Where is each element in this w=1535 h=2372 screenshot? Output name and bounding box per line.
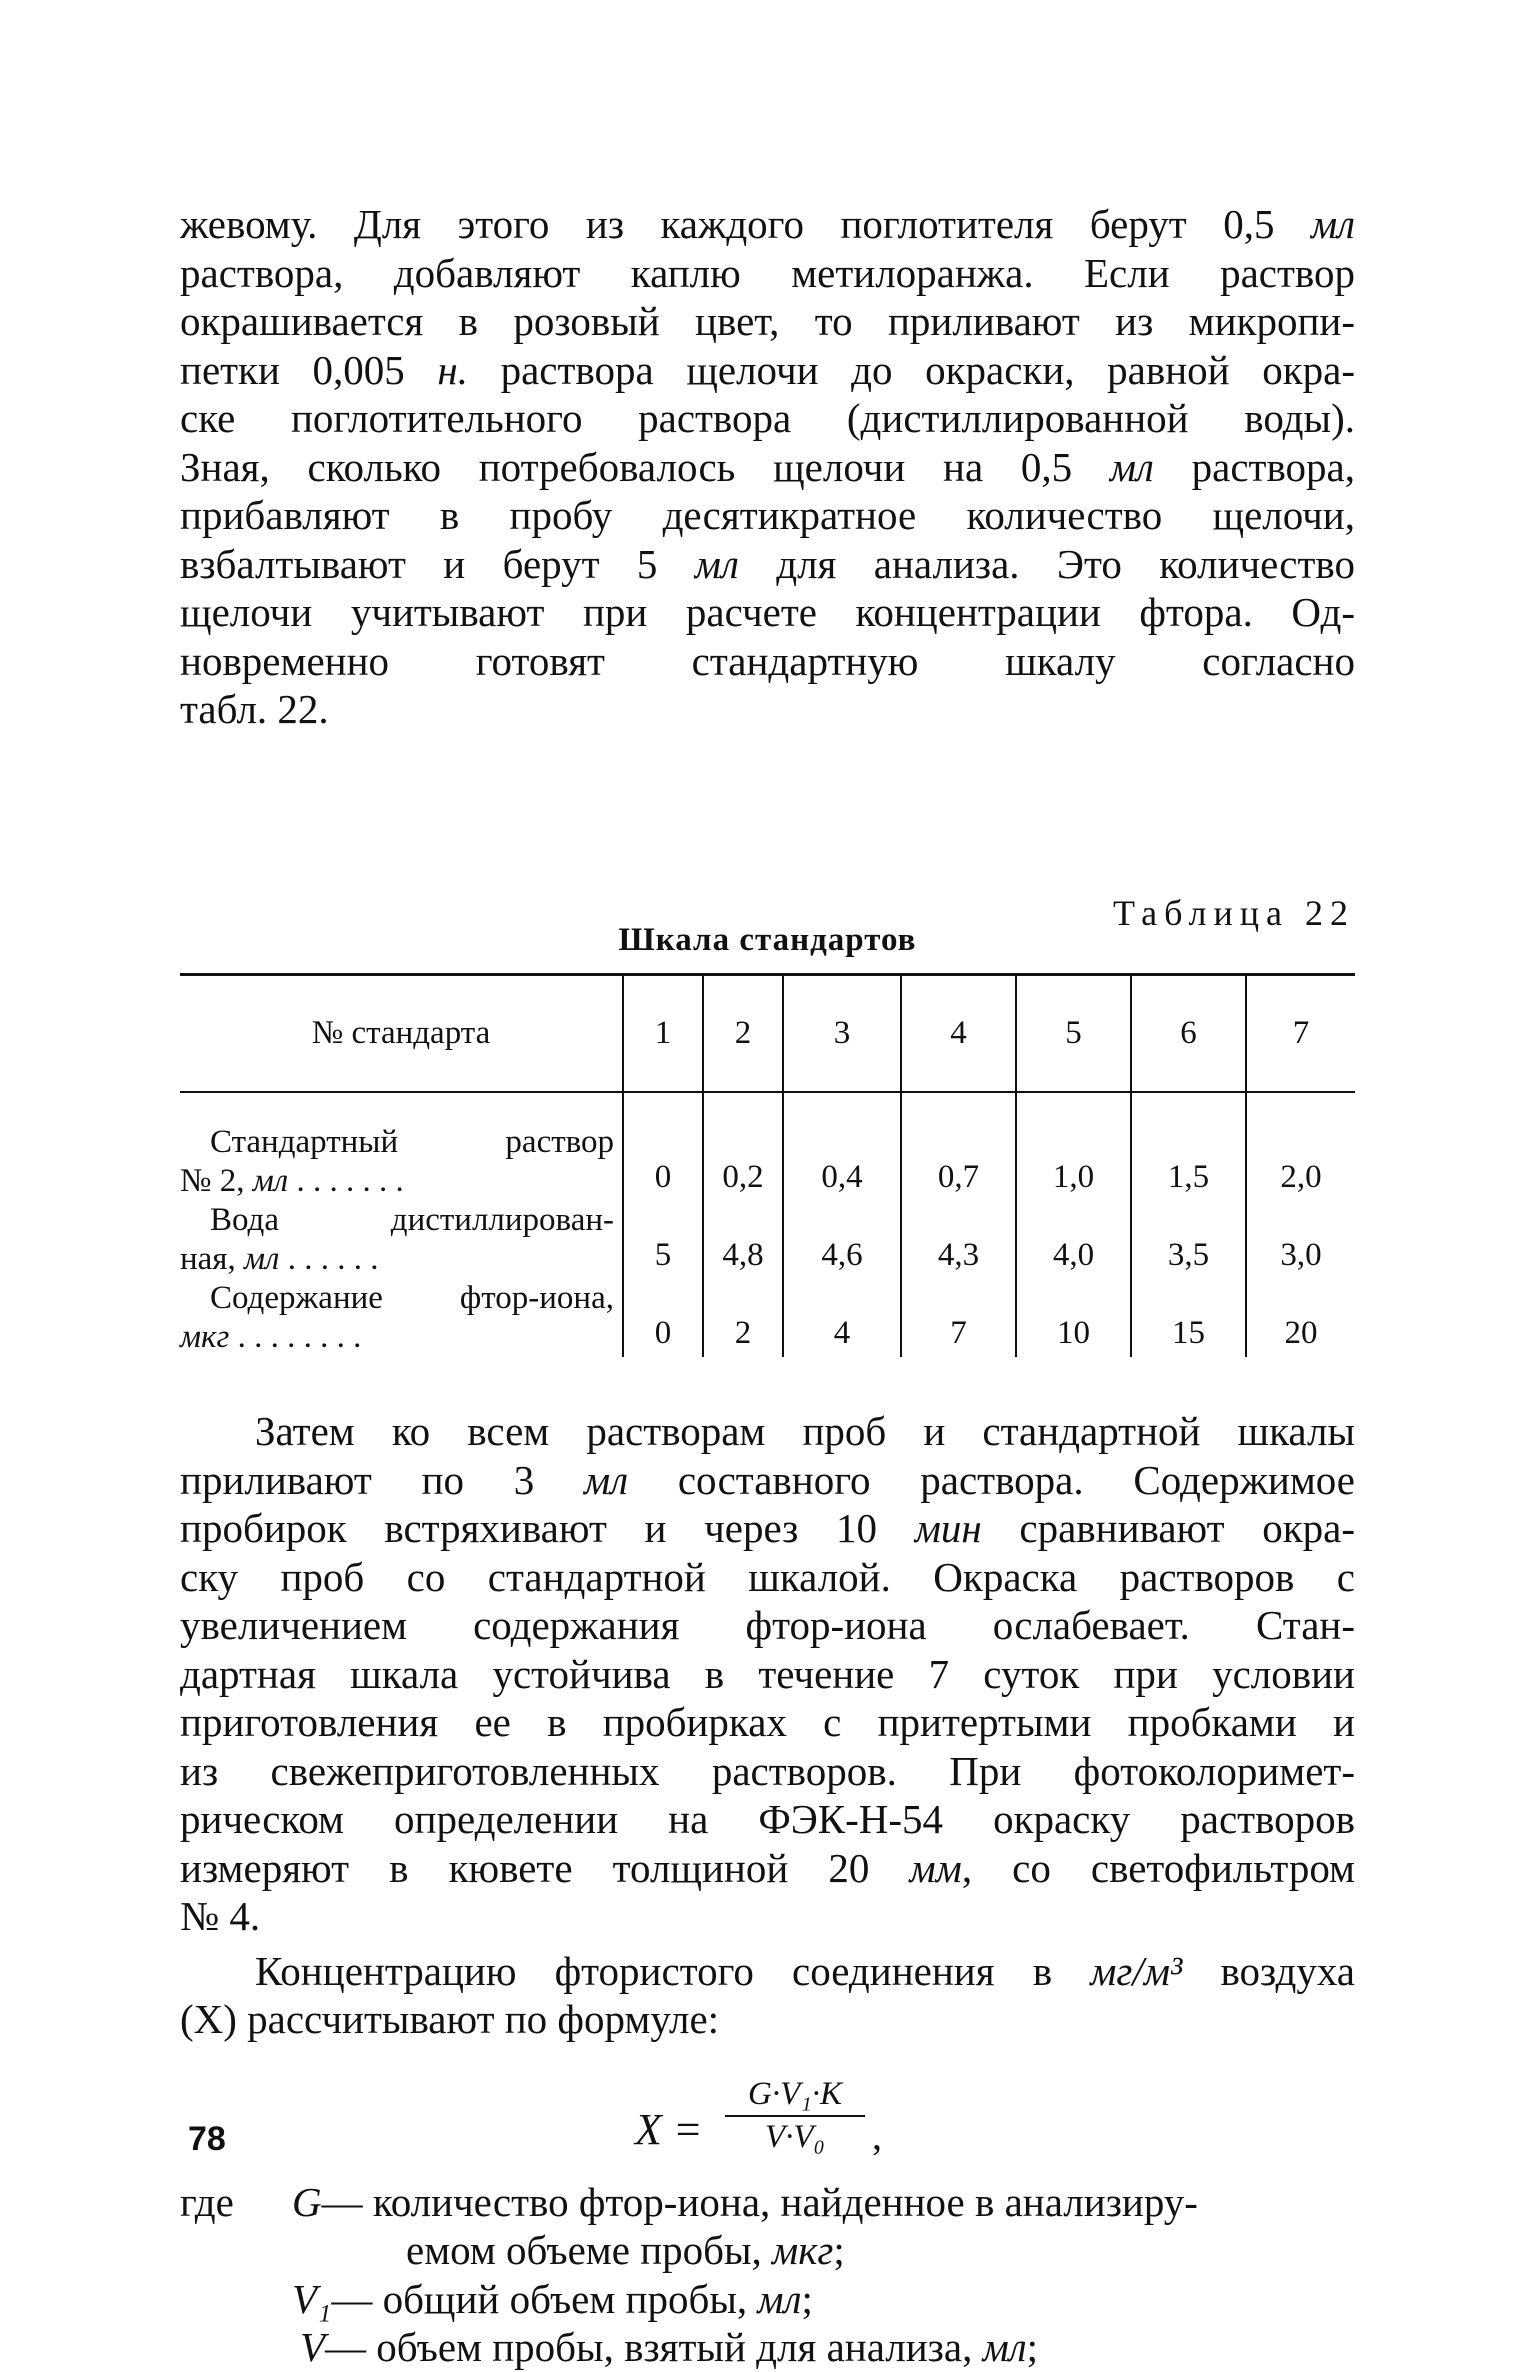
table-cell: 2,0 — [1246, 1123, 1355, 1201]
table-cell: 3,5 — [1131, 1201, 1246, 1279]
definition-symbol: V₁ — [292, 2275, 332, 2322]
text-line: табл. 22. — [180, 686, 329, 732]
table-row — [180, 1123, 1355, 1201]
table-row — [180, 1201, 1355, 1279]
table-cell: 0,7 — [901, 1123, 1016, 1201]
table-cell: 4,0 — [1016, 1201, 1131, 1279]
text-line: Концентрацию фтористого соединения в мг/м³ воздуха — [255, 1947, 1355, 1994]
table-cell: 0 — [623, 1123, 703, 1201]
definitions — [180, 2178, 1355, 2372]
row-label — [180, 1201, 623, 1279]
where-label: где — [180, 2178, 234, 2225]
text-line: Затем ко всем растворам проб и стандартной шкалы — [255, 1408, 1355, 1454]
text-line: измеряют в кювете толщиной 20 мм, со светофильтром — [180, 1844, 1355, 1891]
definition-symbol: G — [292, 2178, 322, 2225]
text-line: окрашивается в розовый цвет, то приливают из микропи- — [180, 298, 1355, 344]
row-label-line: ная, мл . . . . . . — [180, 1240, 379, 1277]
row-label-line: Содержание фтор-иона, — [210, 1279, 614, 1316]
definition-text: — общий объем пробы, мл; — [331, 2275, 813, 2322]
text-line: Зная, сколько потребовалось щелочи на 0,5 мл раствора, — [180, 443, 1356, 490]
table-header-row — [180, 975, 1355, 1092]
table-header-label: № стандарта — [180, 975, 623, 1092]
definition-item — [180, 2178, 1355, 2227]
formula-trail: , — [872, 2112, 882, 2158]
column-header: 5 — [1016, 975, 1131, 1092]
definition-text: емом объеме пробы, мкг; — [406, 2227, 845, 2273]
table-spacer — [180, 1092, 1355, 1123]
column-header: 4 — [901, 975, 1016, 1092]
table-cell: 0 — [623, 1279, 703, 1357]
column-header: 6 — [1131, 975, 1246, 1092]
row-label-line: Стандартный раствор — [210, 1123, 614, 1160]
table-cell: 15 — [1131, 1279, 1246, 1357]
formula-lhs: X = — [635, 2104, 703, 2154]
text-line: прибавляют в пробу десятикратное количество щелочи, — [180, 492, 1355, 538]
table-cell: 4 — [783, 1279, 901, 1357]
paragraph-3 — [180, 1947, 1355, 2044]
standards-table — [180, 973, 1355, 1357]
column-header: 1 — [623, 975, 703, 1092]
table-cell: 1,0 — [1016, 1123, 1131, 1201]
table-cell: 5 — [623, 1201, 703, 1279]
formula — [180, 2072, 1355, 2172]
table-cell: 2 — [703, 1279, 783, 1357]
text-line: дартная шкала устойчива в течение 7 суток при условии — [180, 1650, 1355, 1697]
table-title: Шкала стандартов — [618, 922, 917, 958]
row-label-line: мкг . . . . . . . . — [180, 1318, 362, 1355]
table-cell: 4,8 — [703, 1201, 783, 1279]
text-line: жевому. Для этого из каждого поглотителя берут 0,5 мл — [180, 201, 1355, 247]
row-label-line: № 2, мл . . . . . . . — [180, 1162, 404, 1199]
table-row — [180, 1279, 1355, 1357]
table-cell: 4,3 — [901, 1201, 1016, 1279]
column-header: 7 — [1246, 975, 1355, 1092]
text-line: приливают по 3 мл составного раствора. Содержимое — [180, 1456, 1355, 1503]
table-cell: 0,2 — [703, 1123, 783, 1201]
row-label — [180, 1279, 623, 1357]
column-header: 2 — [703, 975, 783, 1092]
text-line: пробирок встряхивают и через 10 мин сравнивают окра- — [180, 1505, 1355, 1551]
paragraph-1 — [180, 200, 1355, 734]
paragraph-2 — [180, 1407, 1355, 1941]
text-line: петки 0,005 н. раствора щелочи до окраски, равной окра- — [180, 346, 1355, 393]
text-line: ске поглотительного раствора (дистиллированной воды). — [180, 395, 1355, 441]
row-label-line: Вода дистиллирован- — [210, 1201, 614, 1238]
table-cell: 3,0 — [1246, 1201, 1355, 1279]
definition-text: — объем пробы, взятый для анализа, мл; — [325, 2324, 1039, 2370]
text-line: (X) рассчитывают по формуле: — [180, 1996, 720, 2042]
definition-text: — количество фтор-иона, найденное в анализиру- — [321, 2178, 1198, 2225]
text-line: раствора, добавляют каплю метилоранжа. Если раствор — [180, 249, 1355, 296]
text-line: ску проб со стандартной шкалой. Окраска растворов с — [180, 1553, 1355, 1600]
table-cell: 4,6 — [783, 1201, 901, 1279]
table-number-label: Таблица 22 — [1113, 893, 1355, 933]
text-line: новременно готовят стандартную шкалу согласно — [180, 637, 1355, 684]
body-after-table — [180, 1407, 1355, 2372]
definition-symbol: V — [300, 2324, 326, 2370]
definition-item — [180, 2275, 1355, 2324]
definition-item — [180, 2323, 1355, 2372]
table-cell: 10 — [1016, 1279, 1131, 1357]
formula-fraction — [725, 2076, 865, 2156]
table-cell: 20 — [1246, 1279, 1355, 1357]
table-cell: 1,5 — [1131, 1123, 1246, 1201]
text-line: приготовления ее в пробирках с притертыми пробками и — [180, 1699, 1355, 1745]
text-line: рическом определении на ФЭК-Н-54 окраску растворов — [180, 1796, 1355, 1842]
formula-numerator: G·V₁·K — [725, 2076, 865, 2117]
table-cell: 7 — [901, 1279, 1016, 1357]
text-line: № 4. — [180, 1893, 261, 1939]
definition-continuation — [180, 2226, 1355, 2275]
formula-denominator: V·V₀ — [764, 2118, 826, 2155]
table-cell: 0,4 — [783, 1123, 901, 1201]
text-line: увеличением содержания фтор-иона ослабевает. Стан- — [180, 1602, 1355, 1648]
row-label — [180, 1123, 623, 1201]
page-number: 78 — [188, 2120, 226, 2158]
column-header: 3 — [783, 975, 901, 1092]
text-line: из свежеприготовленных растворов. При фотоколоримет- — [180, 1747, 1355, 1794]
text-line: щелочи учитывают при расчете концентрации фтора. Од- — [180, 589, 1355, 635]
text-line: взбалтывают и берут 5 мл для анализа. Это количество — [180, 540, 1355, 587]
